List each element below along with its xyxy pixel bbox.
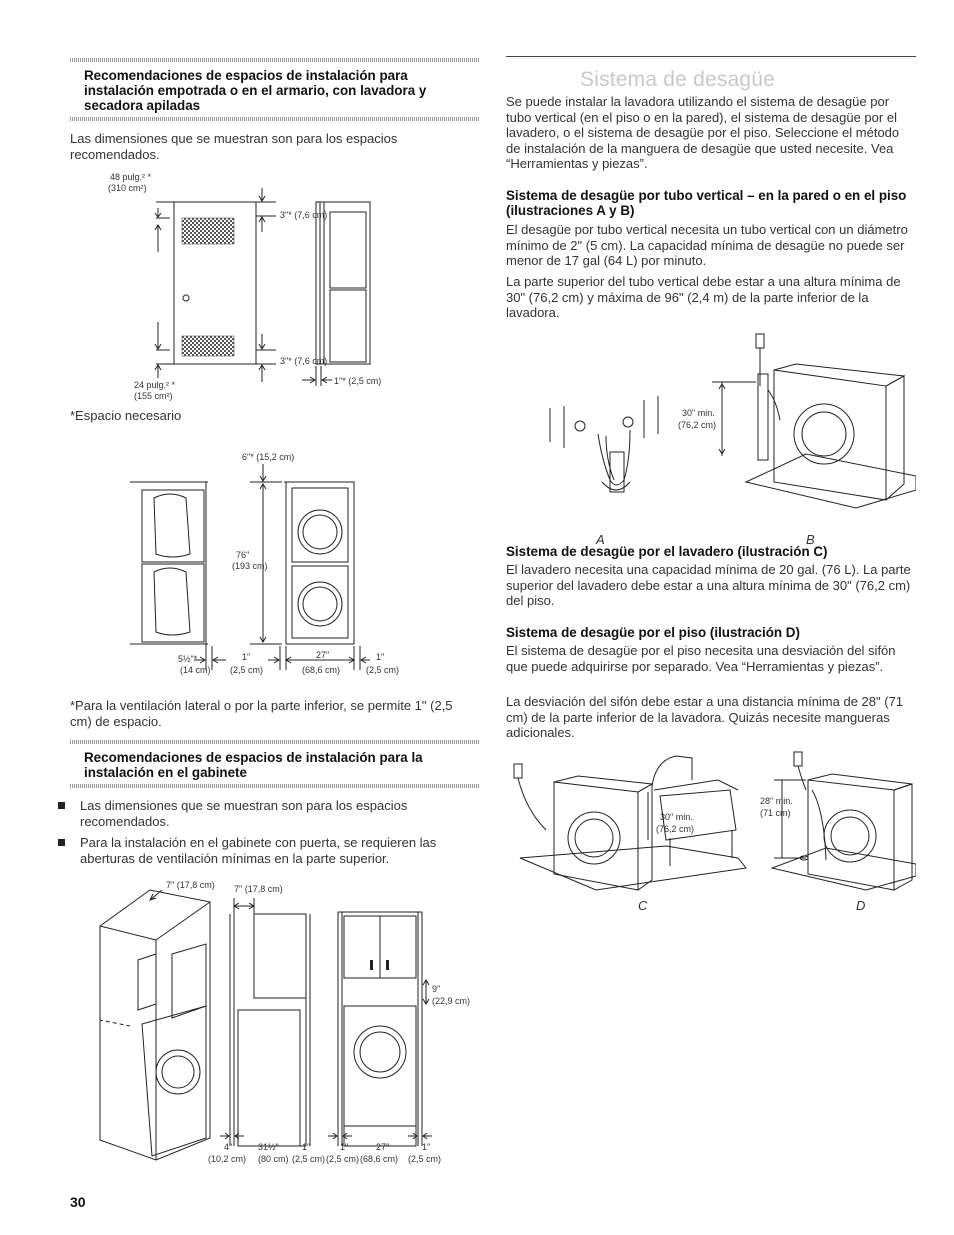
intro-text: Las dimensiones que se muestran son para los espacios recomendados. <box>70 131 398 162</box>
drain-system-title: Sistema de desagüe <box>580 68 776 91</box>
illustration-label-a: A <box>596 532 605 547</box>
dim-top-cm: (22,9 cm) <box>432 996 471 1006</box>
dim-d4-cm: (2,5 cm) <box>326 1154 360 1164</box>
fig-d-min: 28" min. <box>760 796 793 806</box>
dim-bottom-area: 24 pulg.² * <box>134 380 176 390</box>
page-number: 30 <box>70 1194 86 1210</box>
dim-gap-bottom: 3"* (7,6 cm) <box>280 356 328 366</box>
dim-d6-cm: (2,5 cm) <box>408 1154 442 1164</box>
standpipe-p1: El desagüe por tubo vertical necesita un tubo vertical con un diámetro mínimo de 2" (5 cm). La capacidad mínima de desagüe no puede ser menor de 17 gal (64 L) por minuto. <box>506 222 908 268</box>
dim-d3: 1" <box>302 1142 311 1152</box>
dim-width: 27" <box>316 650 330 660</box>
stacked-closet-diagram <box>70 448 480 688</box>
standpipe-heading: Sistema de desagüe por tubo vertical – en la pared o en el piso (ilustraciones A y B) <box>506 188 907 218</box>
dim-top-area: 48 pulg.² * <box>110 172 152 182</box>
dim-height: 76" <box>236 550 250 560</box>
divider <box>506 56 916 57</box>
standpipe-illustrations <box>506 330 916 510</box>
dim-vent1: 7" (17,8 cm) <box>166 880 215 890</box>
dim-top-gap: 6"* (15,2 cm) <box>242 452 295 462</box>
dim-height-cm: (193 cm) <box>232 561 268 571</box>
dim-top-area-cm: (310 cm²) <box>108 183 147 193</box>
fig-c-min-cm: (76,2 cm) <box>656 824 695 834</box>
drain-intro: Se puede instalar la lavadora utilizando el sistema de desagüe por tubo vertical (en el piso o en la pared), el sistema de desagüe por el lavadero, o el sistema de desagüe por el piso. Seleccione el método de instalación de la manguera de desagüe que usted necesite. Vea “Herramientas y piezas”. <box>506 94 900 171</box>
dim-gap1: 1" <box>242 652 251 662</box>
list-item: Para la instalación en el gabinete con puerta, se requieren las aberturas de ventilación mínimas en la parte superior. <box>58 835 472 866</box>
dim-gap-top: 3"* (7,6 cm) <box>280 210 328 220</box>
floor-drain-p1: El sistema de desagüe por el piso necesita una desviación del sifón que puede adquirirse por separado. Vea “Herramientas y piezas”. <box>506 643 896 674</box>
dim-bottom-area-cm: (155 cm²) <box>134 391 173 401</box>
dim-d1: 4" <box>224 1142 233 1152</box>
dim-d4: 1" <box>340 1142 349 1152</box>
dim-top: 9" <box>432 984 441 994</box>
illustration-label-b: B <box>806 532 815 547</box>
divider <box>70 740 480 744</box>
dim-gap2-cm: (2,5 cm) <box>366 665 400 675</box>
section-heading-closet: Recomendaciones de espacios de instalación para instalación empotrada o en el armario, con lavadora y secadora apiladas <box>84 68 427 113</box>
divider <box>70 58 480 62</box>
cabinet-diagram <box>70 876 480 1166</box>
dim-d5-cm: (68,6 cm) <box>360 1154 399 1164</box>
dim-gap1-cm: (2,5 cm) <box>230 665 264 675</box>
list-item: Las dimensiones que se muestran son para los espacios recomendados. <box>58 798 472 829</box>
dim-d5: 27" <box>376 1142 390 1152</box>
fig-c-min: 30" min. <box>660 812 693 822</box>
laundry-tub-heading: Sistema de desagüe por el lavadero (ilustración C) <box>506 544 828 559</box>
closet-door-diagram <box>70 168 480 428</box>
cabinet-bullets <box>58 798 472 872</box>
fig-b-min-cm: (76,2 cm) <box>678 420 717 430</box>
illustration-label-d: D <box>856 898 866 913</box>
note-ventilation: *Para la ventilación lateral o por la parte inferior, se permite 1" (2,5 cm) de espacio. <box>70 698 453 729</box>
laundry-tub-p1: El lavadero necesita una capacidad mínima de 20 gal. (76 L). La parte superior del lavadero debe estar a una altura mínima de 30" (76,2 cm) del piso. <box>506 562 911 608</box>
illustration-label-c: C <box>638 898 648 913</box>
fig-b-min: 30" min. <box>682 408 715 418</box>
dim-d3-cm: (2,5 cm) <box>292 1154 326 1164</box>
floor-drain-p2: La desviación del sifón debe estar a una distancia mínima de 28" (71 cm) de la parte inferior de la lavadora. Quizás necesite mangueras adicionales. <box>506 694 904 740</box>
note-required-space: *Espacio necesario <box>70 408 182 423</box>
dim-d6: 1" <box>422 1142 431 1152</box>
divider <box>70 117 480 121</box>
floor-drain-heading: Sistema de desagüe por el piso (ilustración D) <box>506 625 800 640</box>
dim-vent2: 7" (17,8 cm) <box>234 884 283 894</box>
dim-d2-cm: (80 cm) <box>258 1154 289 1164</box>
dim-d1-cm: (10,2 cm) <box>208 1154 247 1164</box>
dim-left-gap: 5½"* <box>178 654 198 664</box>
dim-width-cm: (68,6 cm) <box>302 665 341 675</box>
dim-side-gap: 1"* (2,5 cm) <box>334 376 382 386</box>
section-heading-cabinet: Recomendaciones de espacios de instalación para la instalación en el gabinete <box>84 750 423 780</box>
fig-d-min-cm: (71 cm) <box>760 808 791 818</box>
standpipe-p2: La parte superior del tubo vertical debe estar a una altura mínima de 30" (76,2 cm) y máxima de 96" (2,4 m) de la parte inferior de la lavadora. <box>506 274 901 320</box>
tub-and-floor-illustrations <box>506 750 916 900</box>
dim-gap2: 1" <box>376 652 385 662</box>
dim-left-gap-cm: (14 cm) <box>180 665 211 675</box>
divider <box>70 784 480 788</box>
dim-d2: 31½" <box>258 1142 279 1152</box>
